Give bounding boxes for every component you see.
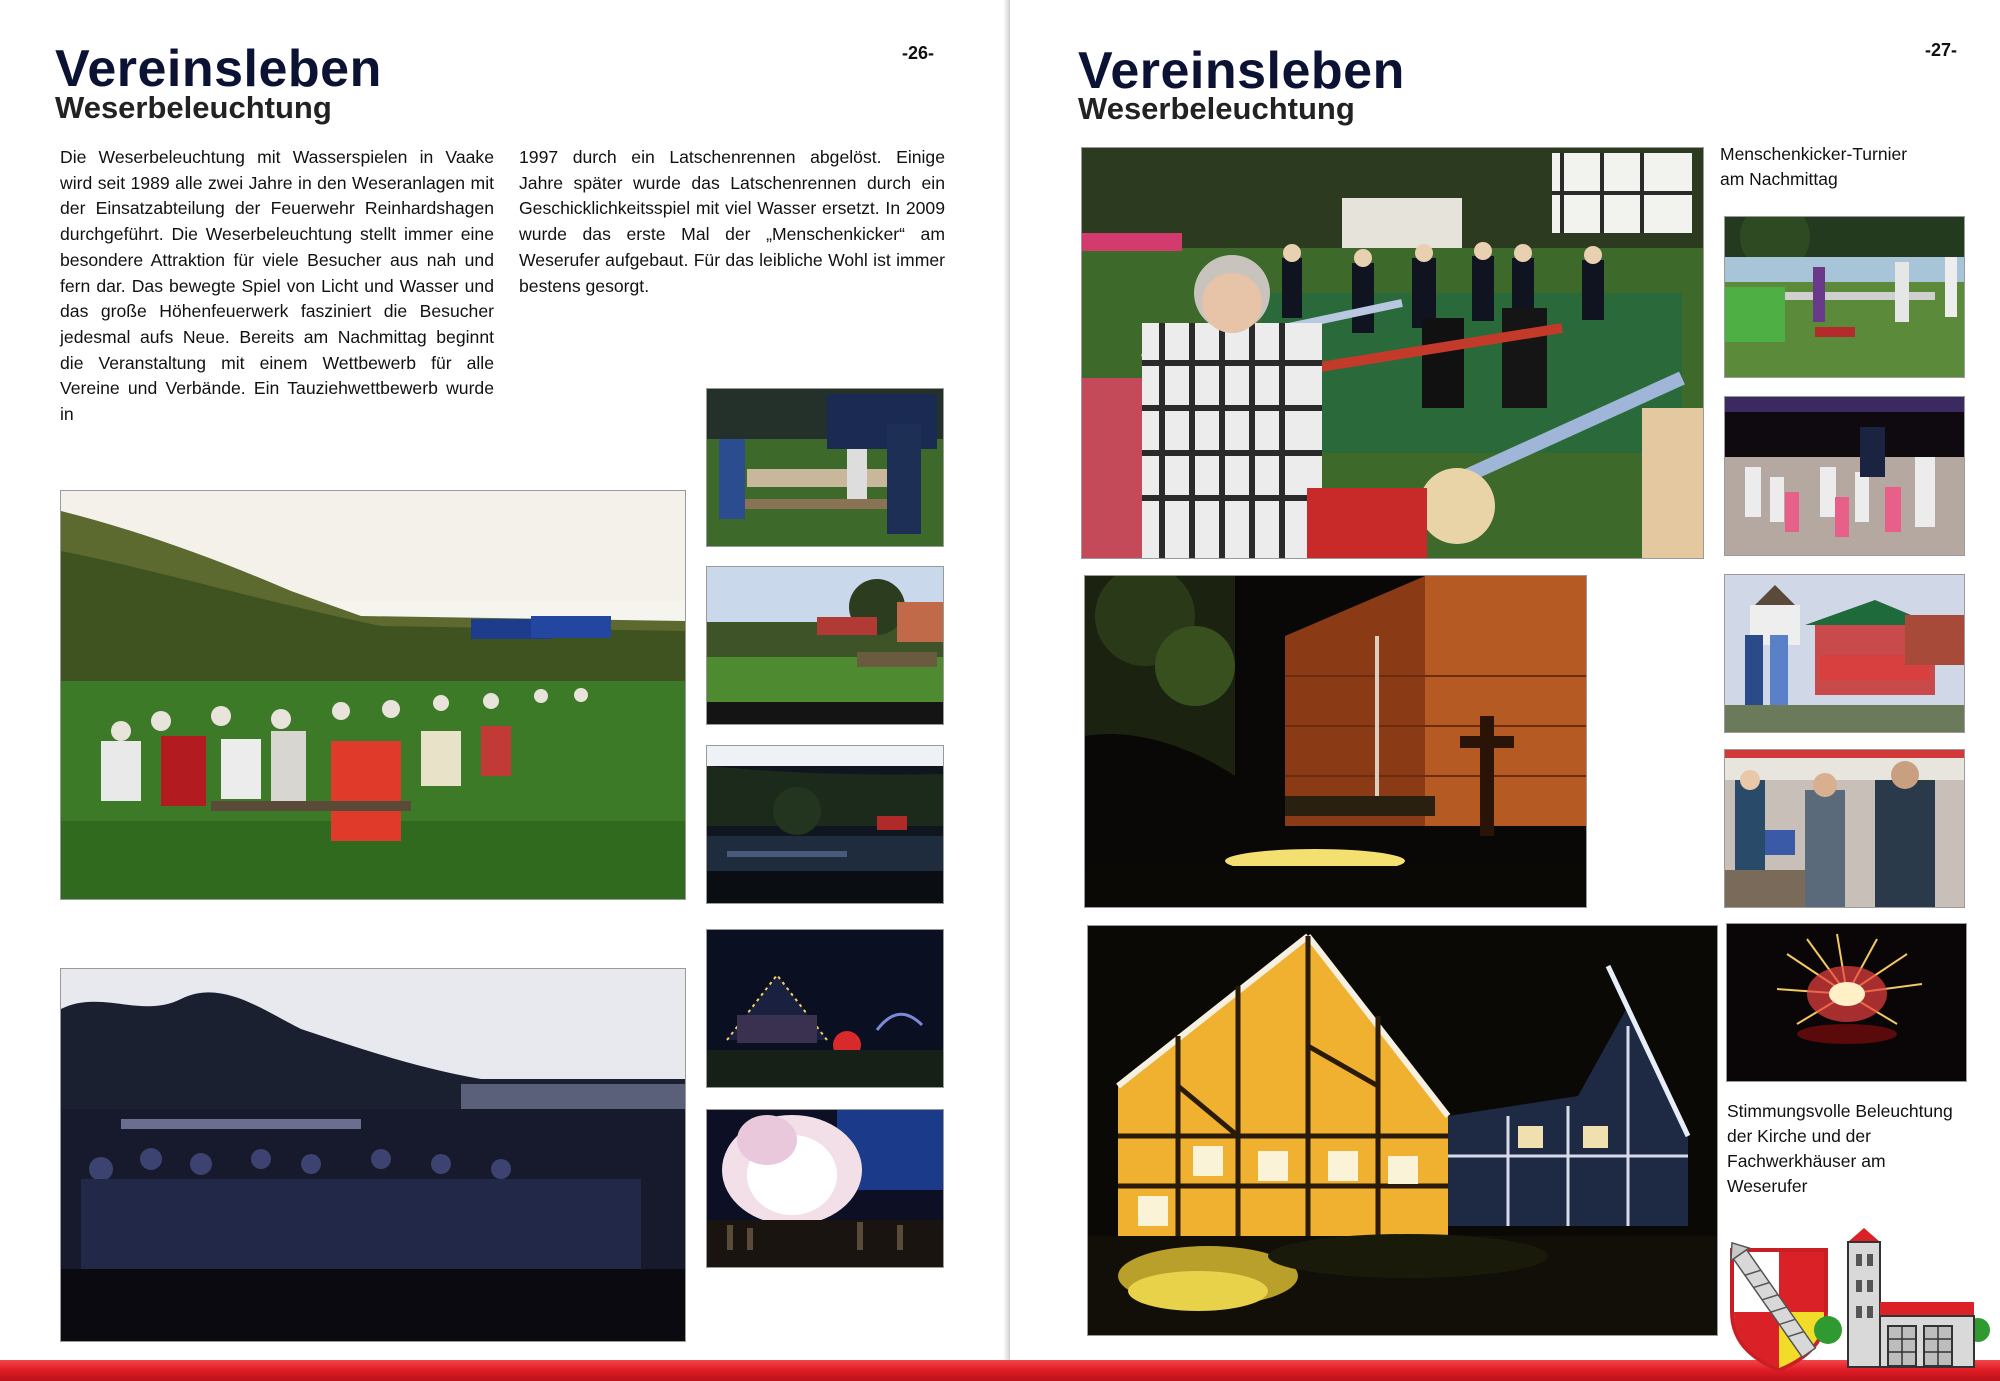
caption-menschenkicker: Menschenkicker-Turnier am Nachmittag bbox=[1720, 144, 1908, 189]
right-page bbox=[1010, 0, 2000, 1381]
photo-riverbank-tent bbox=[706, 566, 944, 725]
photo-market-stall bbox=[1724, 574, 1965, 733]
photo-lit-stage bbox=[706, 929, 944, 1088]
body-text-column-1: Die Weserbeleuchtung mit Wasserspielen in Vaake wird seit 1989 alle zwei Jahre in den Weseranlagen mit der Einsatzabteilung der Feuerwehr Reinhardshagen durchgeführt. Die Weserbeleuchtung stellt immer eine besondere Attraktion für viele Besucher aus nah und fern dar. Das bewegte Spiel von Licht und Wasser und das große Höhenfeuerwerk fasziniert die Besucher jedesmal aufs Neue. Bereits am Nachmittag beginnt die Veranstaltung mit einem Wettbewerb für alle Vereine und Verbände. Ein Tauziehwettbewerb wurde in bbox=[60, 147, 494, 425]
photo-visitors-tent bbox=[1724, 749, 1965, 908]
page-number-right: -27- bbox=[1925, 40, 1958, 60]
page-number-left: -26- bbox=[902, 43, 935, 63]
photo-kicker-field bbox=[1724, 216, 1965, 378]
page-title-left: Vereinsleben bbox=[55, 40, 382, 98]
photo-stage-dancers bbox=[1724, 396, 1965, 556]
page-title-right: Vereinsleben bbox=[1078, 42, 1405, 100]
photo-festival-crowd bbox=[60, 490, 686, 900]
caption-illumination: Stimmungsvolle Beleuchtung der Kirche und der Fachwerkhäuser am Weserufer bbox=[1727, 1101, 1953, 1196]
page-subtitle-right: Weserbeleuchtung bbox=[1078, 91, 1355, 126]
page-subtitle-left: Weserbeleuchtung bbox=[55, 90, 332, 125]
photo-fire-show bbox=[706, 1109, 944, 1268]
fire-brigade-crest-icon bbox=[1728, 1237, 1826, 1370]
photo-dusk-river bbox=[706, 745, 944, 904]
photo-timbered-houses-night bbox=[1087, 925, 1718, 1336]
photo-fireworks bbox=[1726, 923, 1967, 1082]
fire-station-icon bbox=[1814, 1228, 1990, 1367]
photo-menschenkicker bbox=[1081, 147, 1704, 559]
bottom-red-bar bbox=[0, 1360, 2000, 1381]
photo-contest-setup bbox=[706, 388, 944, 547]
photo-church-night bbox=[1084, 575, 1587, 908]
fire-brigade-logo bbox=[1728, 1222, 1990, 1372]
body-text-column-2: 1997 durch ein Latschenrennen abgelöst. Einige Jahre später wurde das Latschenrennen durch ein Geschicklichkeitsspiel mit viel Wasser ersetzt. In 2009 wurde das erste Mal der „Menschenkicker“ am Weserufer aufgebaut. Für das leibliche Wohl ist immer bestens gesorgt. bbox=[519, 147, 945, 296]
photo-evening-crowd bbox=[60, 968, 686, 1342]
